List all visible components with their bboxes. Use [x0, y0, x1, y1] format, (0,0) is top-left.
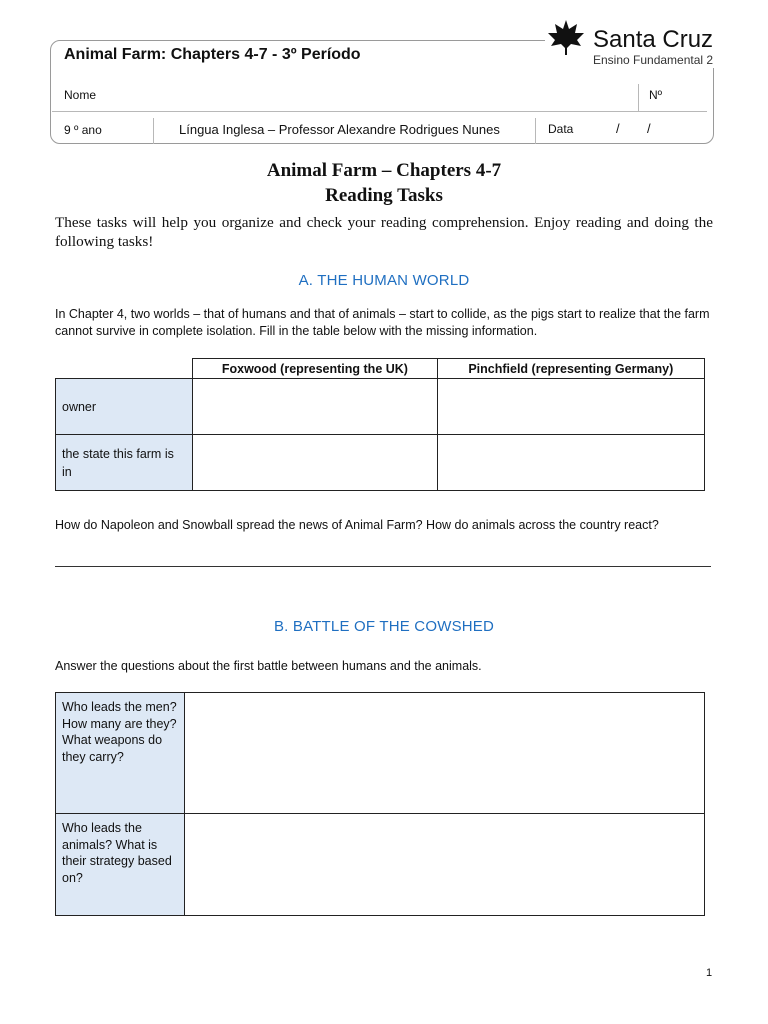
column-header-pinchfield: Pinchfield (representing Germany)	[437, 359, 704, 379]
date-label: Data	[548, 122, 574, 136]
header-divider	[535, 118, 536, 144]
column-header-foxwood: Foxwood (representing the UK)	[193, 359, 437, 379]
answer-cell-pinchfield-owner[interactable]	[437, 379, 704, 435]
header-divider	[153, 118, 154, 144]
cowshed-table	[55, 692, 705, 916]
leaf-icon	[546, 18, 586, 56]
row-label-animals: Who leads the animals? What is their strategy based on?	[56, 814, 185, 916]
answer-cell-foxwood-state[interactable]	[193, 435, 437, 491]
answer-line[interactable]	[55, 566, 711, 567]
section-b-heading: B. BATTLE OF THE COWSHED	[273, 618, 495, 635]
header-divider	[638, 84, 639, 112]
number-label: Nº	[649, 88, 663, 102]
row-label-owner: owner	[56, 379, 193, 435]
document-title: Animal Farm – Chapters 4-7	[266, 160, 502, 181]
document-subtitle: Reading Tasks	[325, 185, 443, 206]
answer-cell-animals[interactable]	[185, 814, 705, 916]
subject-label: Língua Inglesa – Professor Alexandre Rodrigues Nunes	[179, 122, 500, 137]
header-title: Animal Farm: Chapters 4-7 - 3º Período	[64, 46, 361, 63]
date-separator: /	[647, 121, 651, 136]
logo-subtitle: Ensino Fundamental 2	[593, 53, 714, 67]
answer-cell-pinchfield-state[interactable]	[437, 435, 704, 491]
page-number: 1	[706, 967, 713, 979]
row-label-men: Who leads the men? How many are they? What weapons do they carry?	[56, 693, 185, 814]
section-b-instruction: Answer the questions about the first battle between humans and the animals.	[55, 659, 482, 673]
answer-cell-men[interactable]	[185, 693, 705, 814]
date-separator: /	[616, 121, 620, 136]
section-a-question: How do Napoleon and Snowball spread the news of Animal Farm? How do animals across the country react?	[55, 518, 659, 532]
table-corner-cell	[56, 359, 193, 379]
section-a-instruction: In Chapter 4, two worlds – that of humans and that of animals – start to collide, as the pigs start to realize that the farm cannot survive in complete isolation. Fill in the table below with the missing information.	[55, 307, 710, 338]
row-label-state: the state this farm is in	[56, 435, 193, 491]
section-a-heading: A. THE HUMAN WORLD	[298, 272, 470, 289]
header-row-line	[52, 111, 707, 112]
name-label: Nome	[64, 88, 97, 102]
grade-label: 9 º ano	[64, 123, 102, 137]
intro-text: These tasks will help you organize and check your reading comprehension. Enjoy reading and doing the following tasks!	[55, 214, 713, 250]
logo-name: Santa Cruz	[593, 26, 714, 53]
answer-cell-foxwood-owner[interactable]	[193, 379, 437, 435]
human-world-table	[55, 358, 705, 491]
